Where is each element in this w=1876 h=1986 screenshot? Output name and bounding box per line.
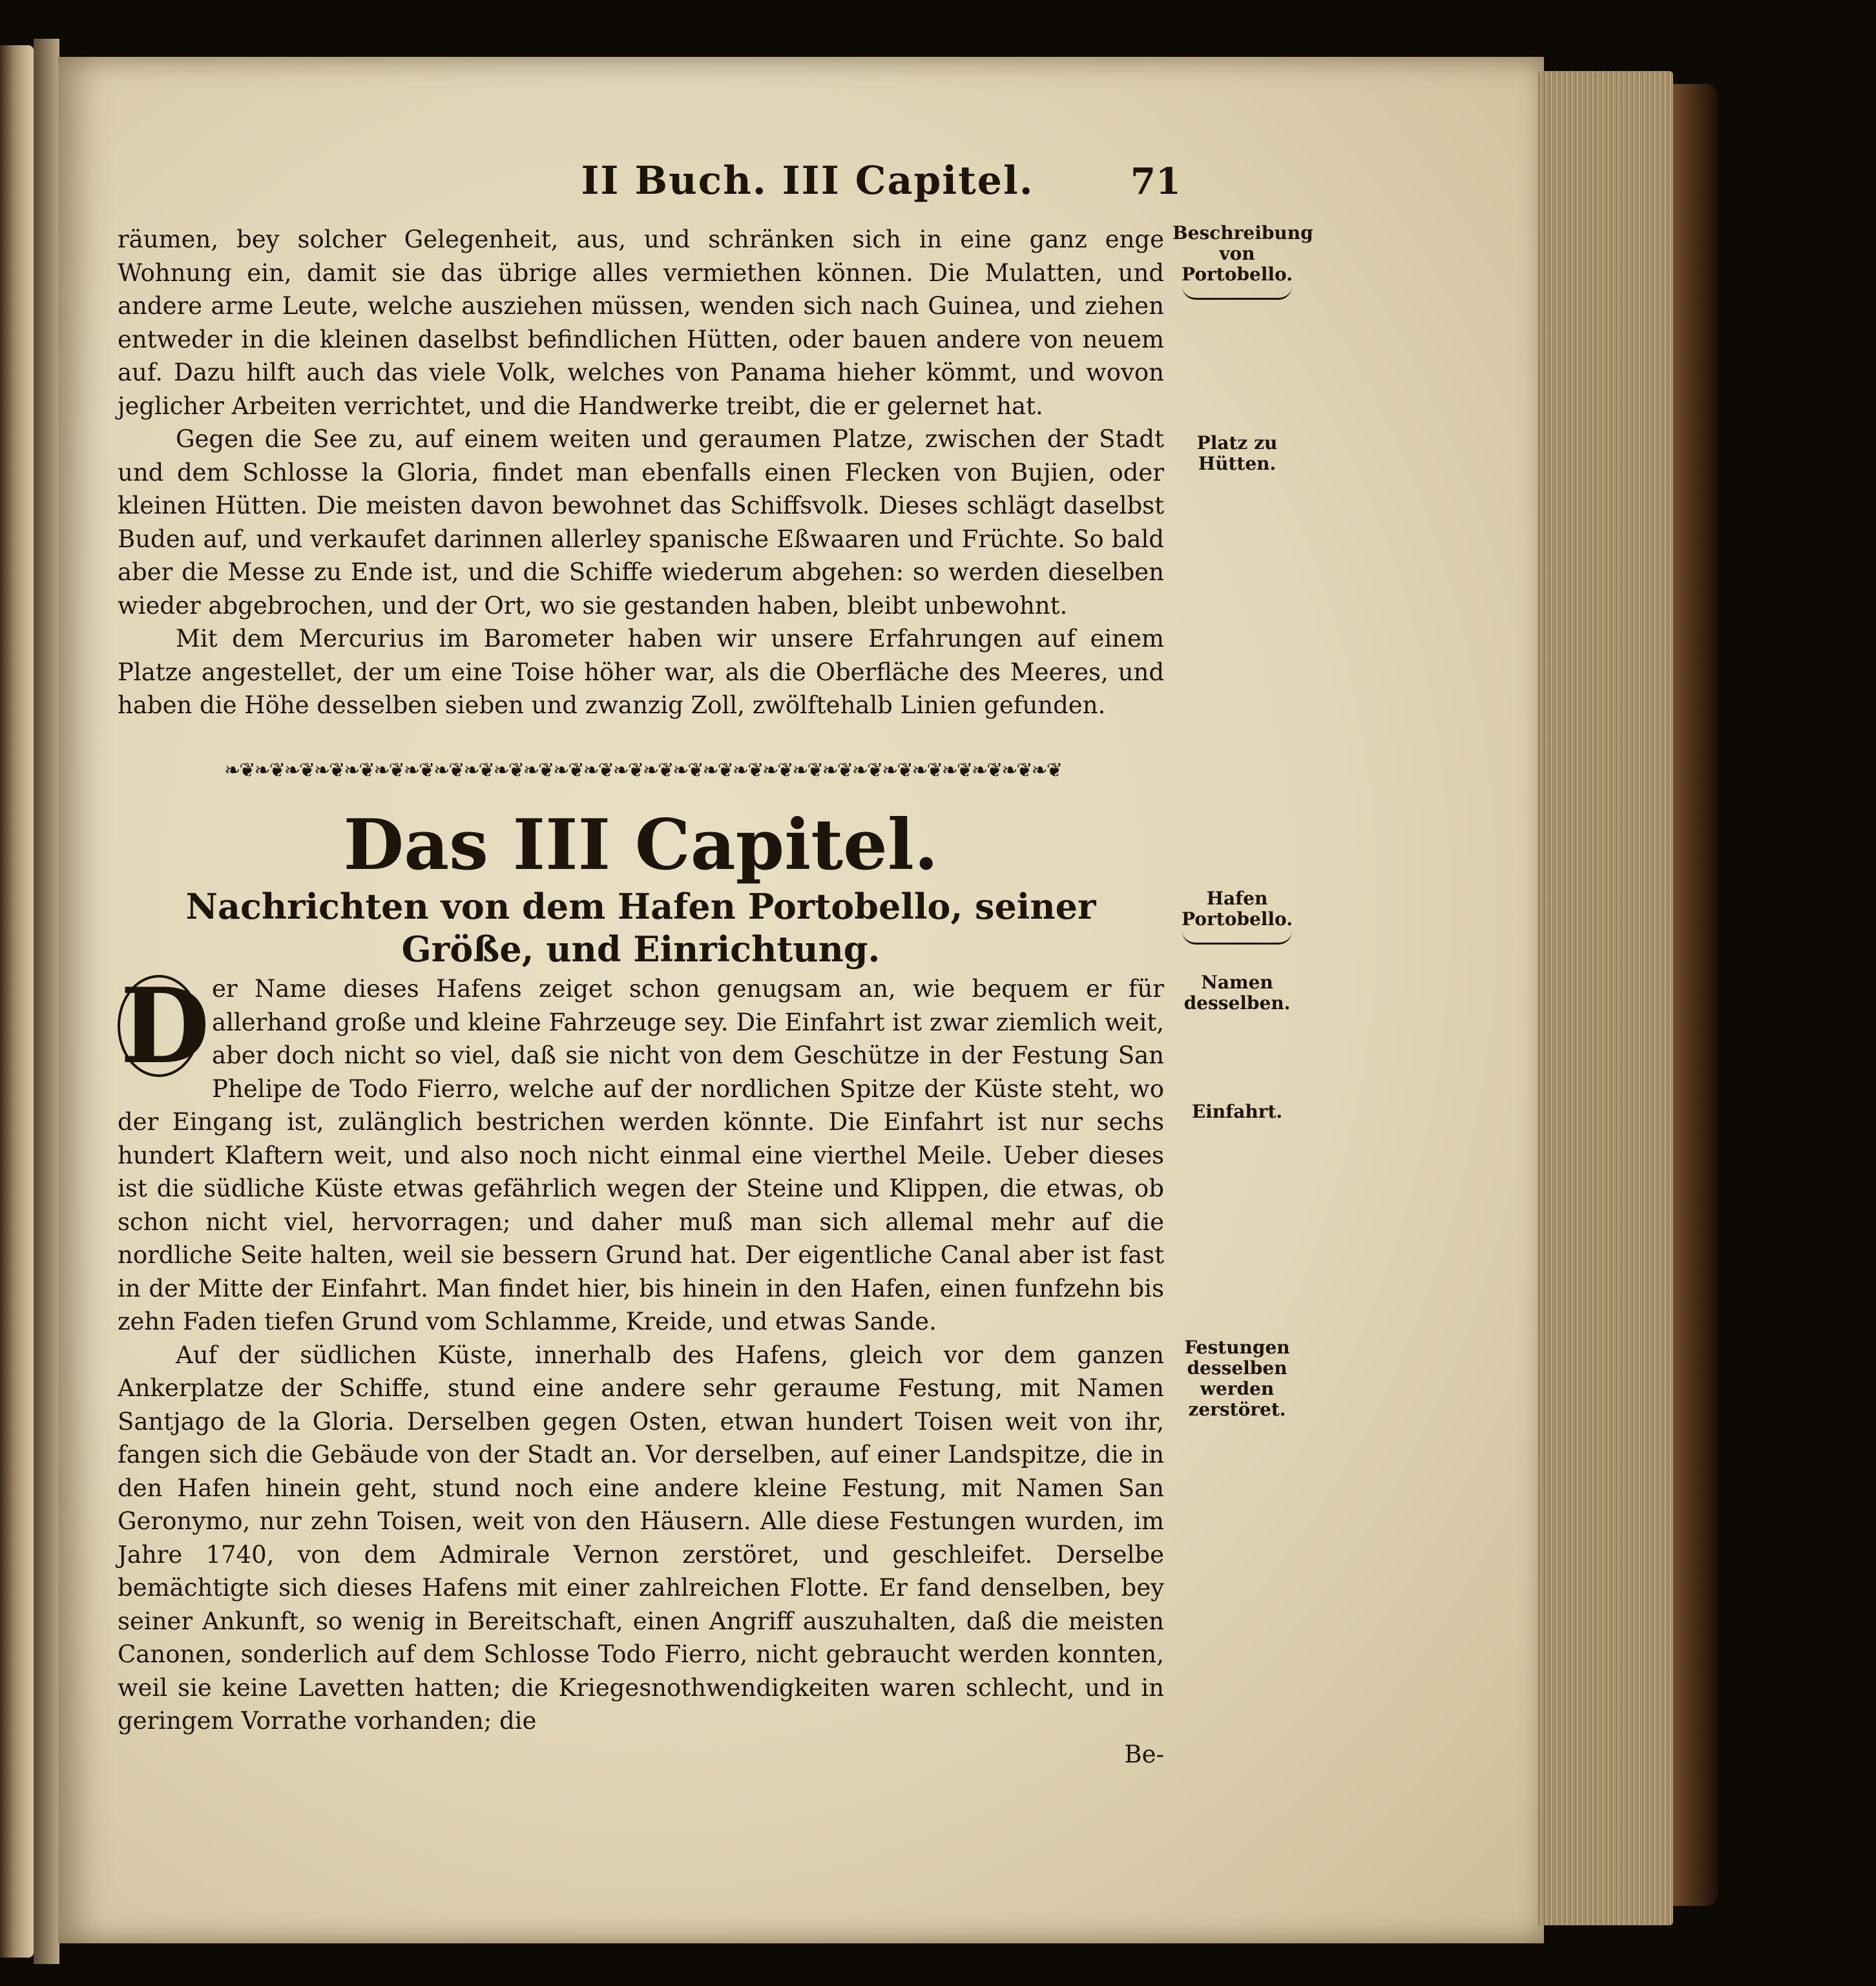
page-number: 71 xyxy=(1131,160,1181,203)
paragraph-text: er Name dieses Hafens zeiget schon genugsam an, wie bequem er für allerhand große und kleine Fahrzeuge sey. Die Einfahrt ist zwar ziemlich weit, aber doch nicht so viel, daß sie nicht von dem Geschütze in der Festung San Phelipe de Todo Fierro, welche auf der nordlichen Spitze der Küste steht, wo der Eingang ist, zulänglich bestrichen werden könnte. Die Einfahrt ist nur sechs hundert Klaftern weit, und also noch nicht einmal eine vierthel Meile. Ueber dieses ist die südliche Küste etwas gefährlich wegen der Steine und Klippen, die etwas, ob schon nicht viel, hervorragen; und daher muß man sich allemal mehr auf die nordliche Seite halten, weil sie bessern Grund hat. Der eigentliche Canal aber ist fast in der Mitte der Einfahrt. Man findet hier, bis hinein in den Hafen, einen funfzehn bis zehn Faden tiefen Grund vom Schlamme, Kreide, und etwas Sande. xyxy=(118,975,1164,1335)
paragraph: Gegen die See zu, auf einem weiten und geraumen Platze, zwischen der Stadt und dem Schlosse la Gloria, findet man ebenfalls einen Flecken von Bujien, oder kleinen Hütten. Die meisten davon bewohnet das Schiffsvolk. Dieses schlägt daselbst Buden auf, und verkaufet darinnen allerley spanische Eßwaaren und Früchte. So bald aber die Messe zu Ende ist, und die Schiffe wiederum abgehen: so werden dieselben wieder abgebrochen, und der Ort, wo sie gestanden haben, bleibt unbewohnt. xyxy=(118,425,1164,620)
decorative-rule: ❧❦❧❦❧❦❧❦❧❦❧❦❧❦❧❦❧❦❧❦❧❦❧❦❧❦❧❦❧❦❧❦❧❦❧❦❧❦❧❦❧❦❧❦❧❦❧❦❧❦❧❦❧❦❧❦ xyxy=(224,759,1061,782)
margin-note xyxy=(1172,1102,1302,1122)
paragraph: Auf der südlichen Küste, innerhalb des Hafens, gleich vor dem ganzen Ankerplatze der Schiffe, stund eine andere sehr geraume Festung, mit Namen Santjago de la Gloria. Derselben gegen Osten, etwan hundert Toisen weit von ihr, fangen sich die Gebäude von der Stadt an. Vor derselben, auf einer Landspitze, die in den Hafen hinein geht, stund noch eine andere kleine Festung, mit Namen San Geronymo, nur zehn Toisen, weit von den Häusern. Alle diese Festungen wurden, im Jahre 1740, von dem Admirale Vernon zerstöret, und geschleifet. Derselbe bemächtigte sich dieses Hafens mit einer zahlreichen Flotte. Er fand denselben, bey seiner Ankunft, so wenig in Bereitschaft, einen Angriff auszuhalten, daß die meisten Canonen, sonderlich auf dem Schlosse Todo Fierro, nicht gebraucht werden konnten, weil sie keine Lavetten hatten; die Kriegesnothwendigkeiten waren schlecht, und in geringem Vorrathe vorhanden; die xyxy=(118,1341,1164,1735)
paragraph: Mit dem Mercurius im Barometer haben wir unsere Erfahrungen auf einem Platze angestellet, der um eine Toise höher war, als die Oberfläche des Meeres, und haben die Höhe desselben sieben und zwanzig Zoll, zwölftehalb Linien gefunden. xyxy=(118,625,1164,719)
drop-cap: D xyxy=(118,975,200,1077)
margin-note xyxy=(1172,972,1302,1014)
margin-note-text: Hafen Portobello. xyxy=(1182,888,1293,930)
margin-note xyxy=(1172,1337,1302,1420)
left-page-edge xyxy=(0,45,34,1958)
brace-ornament xyxy=(1182,286,1292,300)
chapter-subtitle: Nachrichten von dem Hafen Portobello, seiner Größe, und Einrichtung. xyxy=(185,886,1096,970)
page-edges xyxy=(1537,71,1673,1925)
brace-ornament xyxy=(1182,931,1292,945)
margin-note xyxy=(1172,433,1302,474)
section-1-text xyxy=(118,223,1164,722)
running-header: II Buch. III Capitel. xyxy=(581,158,1034,204)
margin-note xyxy=(1172,222,1313,300)
catchword: Be- xyxy=(1124,1740,1164,1768)
margin-note-text: Festungen desselben werden zerstöret. xyxy=(1184,1337,1290,1420)
margin-note-text: Einfahrt. xyxy=(1191,1101,1283,1122)
book-gutter xyxy=(34,39,59,1964)
margin-note xyxy=(1172,888,1302,945)
margin-note-text: Namen desselben. xyxy=(1183,972,1291,1014)
book-cover xyxy=(1673,84,1718,1906)
paragraph: räumen, bey solcher Gelegenheit, aus, und schränken sich in eine ganz enge Wohnung ein, damit sie das übrige alles vermiethen können. Die Mulatten, und andere arme Leute, welche ausziehen müssen, wenden sich nach Guinea, und ziehen entweder in die kleinen daselbst befindlichen Hütten, oder bauen andere von neuem auf. Dazu hilft auch das viele Volk, welches von Panama hieher kömmt, und wovon jeglicher Arbeiten verrichtet, und die Handwerke treibt, die er gelernet hat. xyxy=(118,225,1164,420)
paragraph xyxy=(118,965,1164,1339)
section-2-text xyxy=(118,965,1164,1771)
margin-note-text: Platz zu Hütten. xyxy=(1196,432,1278,474)
margin-note-text: Beschreibung von Portobello. xyxy=(1172,222,1313,285)
chapter-title: Das III Capitel. xyxy=(343,804,939,886)
